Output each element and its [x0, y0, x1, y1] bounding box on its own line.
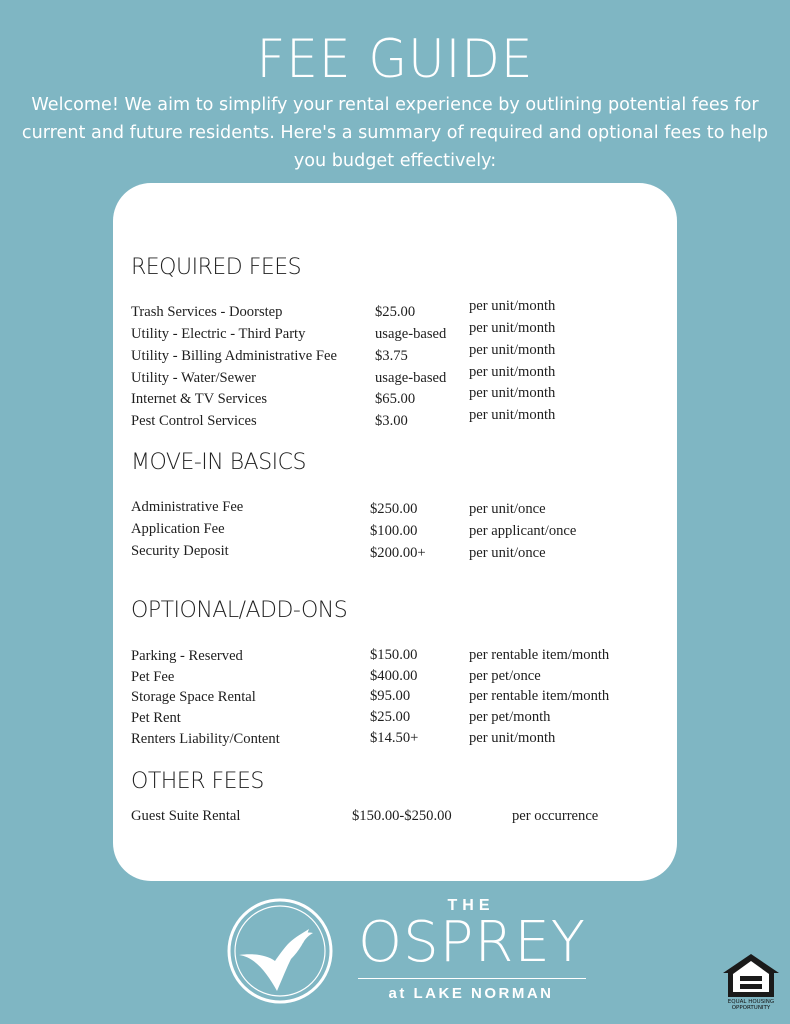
brand-subtitle: at LAKE NORMAN [388, 985, 554, 1002]
fee-amount: $3.00 [375, 413, 408, 429]
fee-row [131, 298, 661, 324]
fee-amount: $150.00 [370, 647, 418, 663]
fee-row [131, 385, 661, 411]
fee-amount: $95.00 [370, 688, 411, 704]
fee-name: Utility - Electric - Third Party [131, 326, 306, 342]
fee-name: Utility - Water/Sewer [131, 370, 257, 386]
fee-row [131, 545, 661, 565]
fee-name: Guest Suite Rental [131, 808, 241, 824]
fee-amount: usage-based [375, 370, 447, 386]
fee-row [131, 731, 661, 751]
fee-unit: per unit/month [469, 407, 556, 423]
fee-unit: per unit/once [469, 545, 546, 561]
fee-row [131, 689, 661, 709]
brand-name: OSPREY [358, 910, 586, 975]
fee-amount: usage-based [375, 326, 447, 342]
fee-amount: $400.00 [370, 668, 418, 684]
fee-unit: per rentable item/month [469, 647, 610, 663]
other-fees-title: OTHER FEES [131, 769, 264, 794]
fee-name: Security Deposit [131, 543, 229, 559]
fee-name: Pest Control Services [131, 413, 257, 429]
fee-row [131, 364, 661, 390]
fee-name: Utility - Billing Administrative Fee [131, 348, 337, 364]
fee-unit: per unit/month [469, 320, 556, 336]
fee-amount: $100.00 [370, 523, 418, 539]
fee-amount: $150.00-$250.00 [352, 808, 452, 824]
fee-unit: per rentable item/month [469, 688, 610, 704]
fee-name: Trash Services - Doorstep [131, 304, 283, 320]
fee-unit: per unit/month [469, 730, 556, 746]
fee-row [131, 669, 661, 689]
fee-amount: $65.00 [375, 391, 416, 407]
page-title: FEE GUIDE [256, 28, 534, 90]
fee-unit: per applicant/once [469, 523, 577, 539]
equal-housing-text: EQUAL HOUSING OPPORTUNITY [727, 999, 775, 1011]
optional-add-ons-title: OPTIONAL/ADD-ONS [131, 598, 348, 623]
fee-row [131, 648, 661, 668]
fee-name: Internet & TV Services [131, 391, 268, 407]
fee-name: Pet Fee [131, 669, 175, 685]
brand-divider [358, 978, 586, 979]
fee-unit: per pet/month [469, 709, 551, 725]
fee-amount: $14.50+ [370, 730, 419, 746]
fee-name: Storage Space Rental [131, 689, 256, 705]
fee-unit: per unit/once [469, 501, 546, 517]
fee-card [113, 183, 677, 881]
fee-unit: per unit/month [469, 342, 556, 358]
fee-row [131, 407, 661, 433]
fee-unit: per unit/month [469, 298, 556, 314]
fee-row [131, 523, 661, 543]
fee-unit: per occurrence [512, 808, 599, 824]
move-in-basics-title: MOVE-IN BASICS [131, 450, 306, 475]
fee-amount: $250.00 [370, 501, 418, 517]
fee-name: Pet Rent [131, 710, 181, 726]
fee-amount: $25.00 [370, 709, 411, 725]
brand-the: THE [447, 897, 495, 914]
fee-name: Administrative Fee [131, 499, 244, 515]
fee-row [131, 808, 661, 828]
fee-unit: per unit/month [469, 364, 556, 380]
fee-unit: per unit/month [469, 385, 556, 401]
fee-amount: $3.75 [375, 348, 408, 364]
fee-amount: $25.00 [375, 304, 416, 320]
fee-name: Application Fee [131, 521, 225, 537]
fee-unit: per pet/once [469, 668, 541, 684]
required-fees-title: REQUIRED FEES [131, 255, 302, 280]
intro-text: Welcome! We aim to simplify your rental experience by outlining potential fees for current and future residents. Here's a summary of required and optional fees to help you budget effectively: [21, 95, 769, 171]
fee-name: Parking - Reserved [131, 648, 243, 664]
fee-amount: $200.00+ [370, 545, 426, 561]
fee-row [131, 320, 661, 346]
fee-row [131, 342, 661, 368]
fee-name: Renters Liability/Content [131, 731, 280, 747]
fee-row [131, 501, 661, 521]
fee-row [131, 710, 661, 730]
